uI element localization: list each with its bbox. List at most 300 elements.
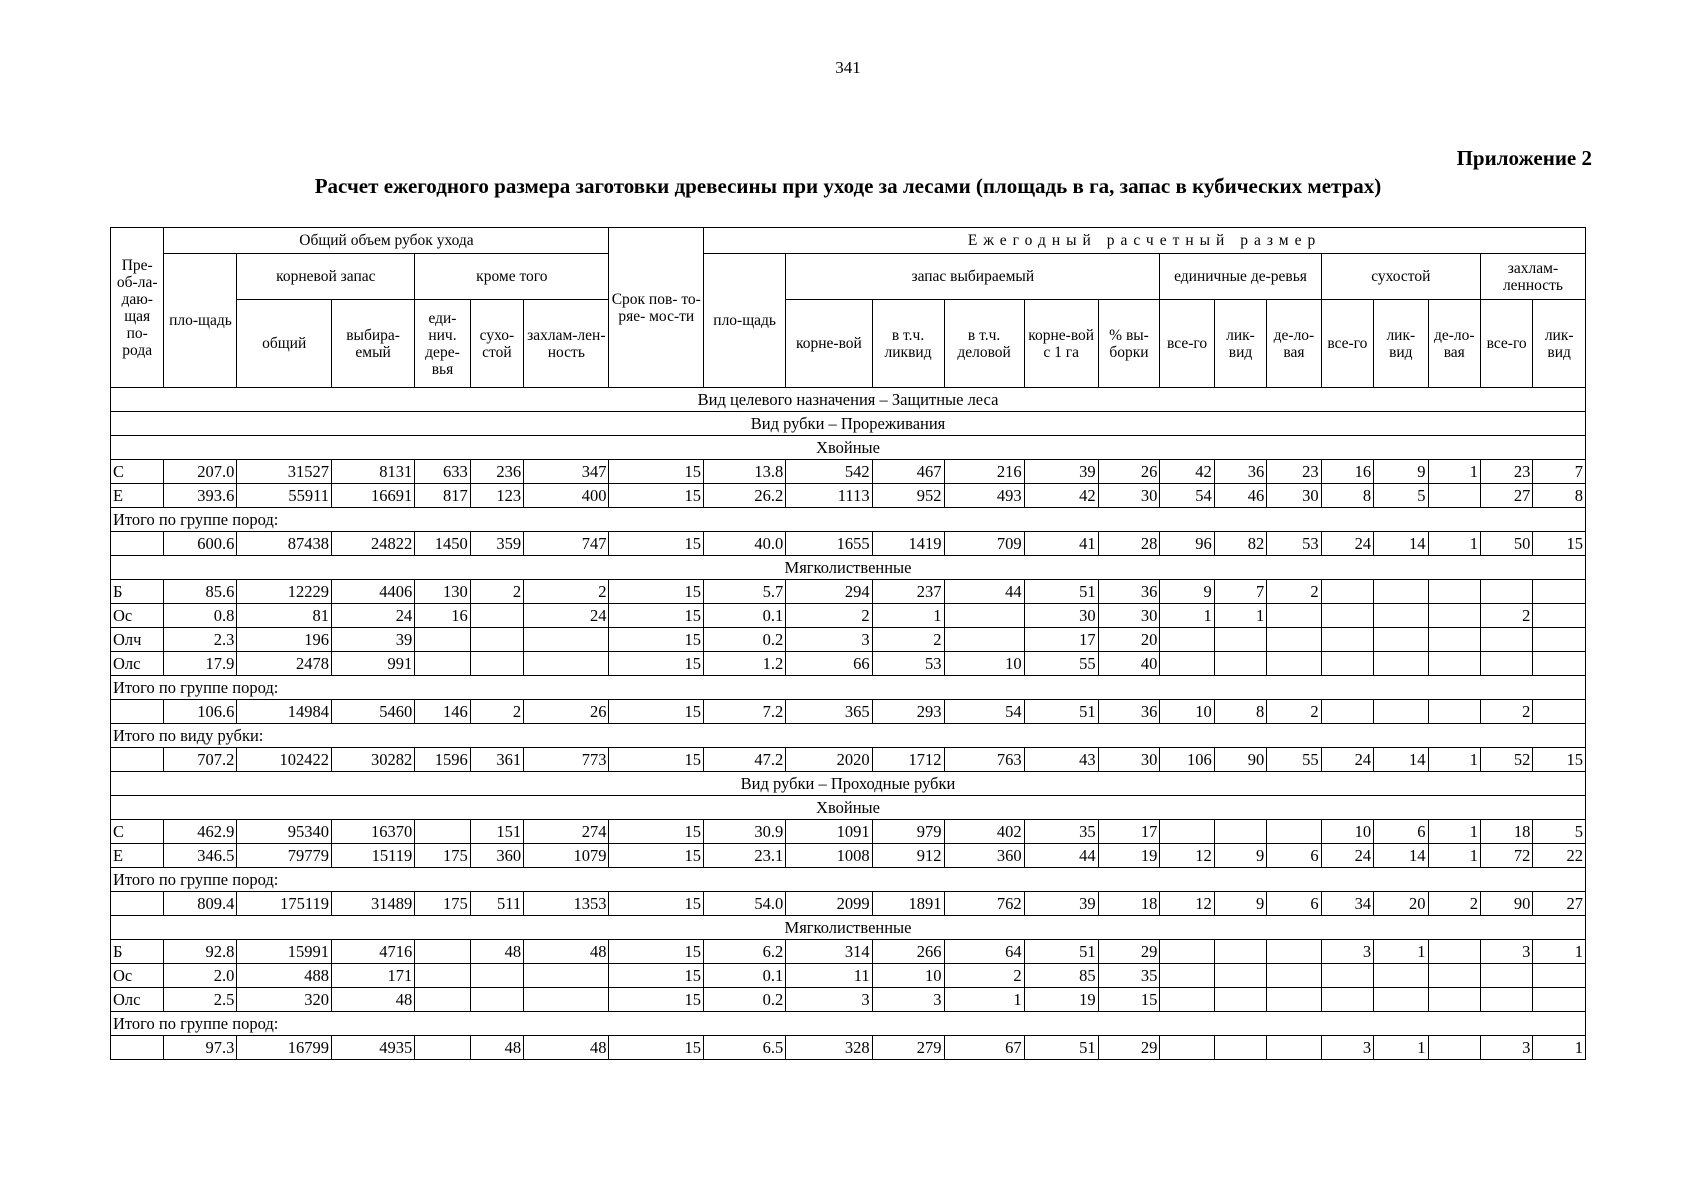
value-cell: 237 <box>872 580 944 604</box>
header-root: корне-вой <box>786 300 872 388</box>
value-cell: 54.0 <box>704 892 786 916</box>
value-cell <box>415 652 471 676</box>
value-cell <box>1374 628 1428 652</box>
value-cell <box>1533 580 1586 604</box>
value-cell: 6.2 <box>704 940 786 964</box>
value-cell <box>1428 628 1480 652</box>
value-cell: 30 <box>1267 484 1321 508</box>
header-stock-selected: запас выбираемый <box>786 254 1160 300</box>
table-body <box>111 388 1586 1060</box>
value-cell: 130 <box>415 580 471 604</box>
value-cell: 15 <box>609 988 704 1012</box>
value-cell: 175119 <box>237 892 332 916</box>
value-cell <box>1267 628 1321 652</box>
value-cell: 36 <box>1214 460 1266 484</box>
value-cell <box>1267 964 1321 988</box>
value-cell <box>1160 628 1214 652</box>
header-root-stock: корневой запас <box>237 254 415 300</box>
table-row <box>111 964 1586 988</box>
value-cell: 360 <box>944 844 1024 868</box>
value-cell <box>1480 988 1532 1012</box>
value-cell: 24 <box>524 604 609 628</box>
value-cell: 6 <box>1267 844 1321 868</box>
value-cell: 1008 <box>786 844 872 868</box>
value-cell <box>470 988 523 1012</box>
value-cell: 6.5 <box>704 1036 786 1060</box>
value-cell <box>944 604 1024 628</box>
value-cell: 7 <box>1214 580 1266 604</box>
value-cell <box>1480 652 1532 676</box>
value-cell: 1 <box>1428 460 1480 484</box>
value-cell: 43 <box>1024 748 1098 772</box>
value-cell <box>1214 652 1266 676</box>
value-cell <box>1267 604 1321 628</box>
appendix-label: Приложение 2 <box>1456 146 1592 170</box>
value-cell <box>1214 988 1266 1012</box>
value-cell <box>470 604 523 628</box>
value-cell: 52 <box>1480 748 1532 772</box>
value-cell: 18 <box>1480 820 1532 844</box>
value-cell: 34 <box>1321 892 1373 916</box>
value-cell: 347 <box>524 460 609 484</box>
value-cell: 51 <box>1024 700 1098 724</box>
value-cell: 31527 <box>237 460 332 484</box>
value-cell: 196 <box>237 628 332 652</box>
value-cell <box>470 628 523 652</box>
value-cell: 4935 <box>331 1036 414 1060</box>
value-cell <box>1428 484 1480 508</box>
value-cell <box>1428 604 1480 628</box>
header-single-business: де-ло-вая <box>1267 300 1321 388</box>
value-cell: 0.1 <box>704 964 786 988</box>
value-cell: 9 <box>1160 580 1214 604</box>
species-cell <box>111 1036 164 1060</box>
header-selectable: выбира-емый <box>331 300 414 388</box>
value-cell: 393.6 <box>164 484 237 508</box>
value-cell: 15 <box>609 532 704 556</box>
value-cell <box>1374 964 1428 988</box>
value-cell: 16 <box>1321 460 1373 484</box>
value-cell: 1 <box>1533 940 1586 964</box>
value-cell: 171 <box>331 964 414 988</box>
group-total-label-row <box>111 724 1586 748</box>
value-cell: 106 <box>1160 748 1214 772</box>
value-cell: 15 <box>609 820 704 844</box>
value-cell: 773 <box>524 748 609 772</box>
section-heading: Вид рубки – Прореживания <box>111 412 1586 436</box>
section-heading: Вид рубки – Проходные рубки <box>111 772 1586 796</box>
value-cell: 23 <box>1267 460 1321 484</box>
value-cell: 15 <box>609 964 704 988</box>
header-deadwood-annual: сухостой <box>1321 254 1480 300</box>
value-cell <box>1533 604 1586 628</box>
value-cell <box>415 1036 471 1060</box>
header-deadwood: сухо-стой <box>470 300 523 388</box>
value-cell: 15 <box>609 628 704 652</box>
value-cell: 488 <box>237 964 332 988</box>
value-cell: 30 <box>1098 484 1160 508</box>
harvest-table <box>110 227 1586 1060</box>
value-cell: 20 <box>1374 892 1428 916</box>
value-cell: 1419 <box>872 532 944 556</box>
value-cell: 314 <box>786 940 872 964</box>
header-pct-selection: % вы-борки <box>1098 300 1160 388</box>
value-cell: 511 <box>470 892 523 916</box>
value-cell: 402 <box>944 820 1024 844</box>
value-cell <box>1321 628 1373 652</box>
value-cell: 817 <box>415 484 471 508</box>
value-cell: 42 <box>1024 484 1098 508</box>
header-clutter-total: все-го <box>1480 300 1532 388</box>
value-cell: 82 <box>1214 532 1266 556</box>
value-cell: 7 <box>1533 460 1586 484</box>
value-cell: 8131 <box>331 460 414 484</box>
value-cell: 1091 <box>786 820 872 844</box>
value-cell <box>524 988 609 1012</box>
value-cell: 30 <box>1098 748 1160 772</box>
value-cell: 8 <box>1214 700 1266 724</box>
value-cell: 54 <box>944 700 1024 724</box>
species-cell: Ос <box>111 604 164 628</box>
value-cell: 266 <box>872 940 944 964</box>
value-cell <box>1321 604 1373 628</box>
value-cell: 15991 <box>237 940 332 964</box>
value-cell <box>1374 700 1428 724</box>
value-cell <box>1267 652 1321 676</box>
value-cell <box>1214 1036 1266 1060</box>
value-cell: 2 <box>1480 604 1532 628</box>
value-cell <box>1214 628 1266 652</box>
value-cell: 2020 <box>786 748 872 772</box>
header-single-liquid: лик-вид <box>1214 300 1266 388</box>
group-total-label: Итого по группе пород: <box>111 508 1586 532</box>
value-cell: 14 <box>1374 844 1428 868</box>
value-cell: 1655 <box>786 532 872 556</box>
value-cell: 1 <box>1428 532 1480 556</box>
value-cell: 30 <box>1098 604 1160 628</box>
value-cell: 30.9 <box>704 820 786 844</box>
value-cell: 2 <box>872 628 944 652</box>
value-cell: 55 <box>1024 652 1098 676</box>
value-cell: 27 <box>1533 892 1586 916</box>
value-cell <box>1533 652 1586 676</box>
species-cell <box>111 700 164 724</box>
value-cell: 542 <box>786 460 872 484</box>
value-cell: 151 <box>470 820 523 844</box>
species-cell <box>111 748 164 772</box>
value-cell <box>1214 820 1266 844</box>
value-cell: 36 <box>1098 580 1160 604</box>
value-cell: 320 <box>237 988 332 1012</box>
value-cell <box>1160 964 1214 988</box>
value-cell: 1 <box>872 604 944 628</box>
value-cell: 26 <box>1098 460 1160 484</box>
value-cell <box>1321 700 1373 724</box>
value-cell <box>1267 820 1321 844</box>
header-general: общий <box>237 300 332 388</box>
value-cell: 79779 <box>237 844 332 868</box>
header-deadwood-total: все-го <box>1321 300 1373 388</box>
value-cell: 2 <box>1428 892 1480 916</box>
value-cell <box>1160 940 1214 964</box>
species-cell: Олс <box>111 652 164 676</box>
value-cell <box>1533 964 1586 988</box>
value-cell: 48 <box>470 1036 523 1060</box>
value-cell <box>1533 628 1586 652</box>
value-cell: 365 <box>786 700 872 724</box>
value-cell: 24 <box>331 604 414 628</box>
value-cell: 19 <box>1024 988 1098 1012</box>
value-cell: 54 <box>1160 484 1214 508</box>
value-cell: 55911 <box>237 484 332 508</box>
value-cell: 15119 <box>331 844 414 868</box>
value-cell: 1353 <box>524 892 609 916</box>
value-cell: 48 <box>524 1036 609 1060</box>
value-cell: 15 <box>1533 748 1586 772</box>
table-row <box>111 652 1586 676</box>
value-cell: 39 <box>1024 892 1098 916</box>
value-cell: 2 <box>786 604 872 628</box>
value-cell: 15 <box>609 940 704 964</box>
value-cell: 106.6 <box>164 700 237 724</box>
value-cell: 97.3 <box>164 1036 237 1060</box>
value-cell <box>1374 604 1428 628</box>
value-cell: 1.2 <box>704 652 786 676</box>
value-cell: 46 <box>1214 484 1266 508</box>
value-cell <box>1428 940 1480 964</box>
value-cell: 207.0 <box>164 460 237 484</box>
section-heading: Хвойные <box>111 436 1586 460</box>
value-cell: 51 <box>1024 940 1098 964</box>
value-cell: 44 <box>944 580 1024 604</box>
value-cell: 2.0 <box>164 964 237 988</box>
value-cell: 92.8 <box>164 940 237 964</box>
value-cell: 16 <box>415 604 471 628</box>
value-cell: 10 <box>872 964 944 988</box>
group-total-label-row <box>111 508 1586 532</box>
value-cell: 2 <box>1267 580 1321 604</box>
value-cell: 12 <box>1160 844 1214 868</box>
value-cell: 12229 <box>237 580 332 604</box>
species-cell <box>111 892 164 916</box>
value-cell: 39 <box>1024 460 1098 484</box>
value-cell: 293 <box>872 700 944 724</box>
value-cell: 35 <box>1098 964 1160 988</box>
value-cell: 2099 <box>786 892 872 916</box>
section-heading: Хвойные <box>111 796 1586 820</box>
value-cell: 9 <box>1214 844 1266 868</box>
value-cell: 41 <box>1024 532 1098 556</box>
value-cell: 30 <box>1024 604 1098 628</box>
section-row <box>111 412 1586 436</box>
value-cell <box>944 628 1024 652</box>
value-cell: 2 <box>470 700 523 724</box>
header-clutter-annual: захлам-ленность <box>1480 254 1585 300</box>
value-cell: 4716 <box>331 940 414 964</box>
value-cell: 7.2 <box>704 700 786 724</box>
species-cell: Б <box>111 580 164 604</box>
value-cell: 9 <box>1214 892 1266 916</box>
value-cell <box>1321 964 1373 988</box>
value-cell: 1079 <box>524 844 609 868</box>
value-cell: 51 <box>1024 580 1098 604</box>
species-cell: Олч <box>111 628 164 652</box>
value-cell <box>470 652 523 676</box>
header-deadwood-business: де-ло-вая <box>1428 300 1480 388</box>
header-area: пло-щадь <box>164 254 237 388</box>
value-cell: 912 <box>872 844 944 868</box>
value-cell: 90 <box>1480 892 1532 916</box>
value-cell: 123 <box>470 484 523 508</box>
value-cell: 2 <box>1267 700 1321 724</box>
group-total-label-row <box>111 1012 1586 1036</box>
value-cell: 10 <box>1160 700 1214 724</box>
value-cell <box>1267 988 1321 1012</box>
value-cell: 66 <box>786 652 872 676</box>
value-cell: 6 <box>1374 820 1428 844</box>
species-cell: Олс <box>111 988 164 1012</box>
header-single-trees-annual: единичные де-ревья <box>1160 254 1321 300</box>
value-cell <box>1214 940 1266 964</box>
value-cell: 16691 <box>331 484 414 508</box>
value-cell: 0.8 <box>164 604 237 628</box>
value-cell: 29 <box>1098 1036 1160 1060</box>
group-total-label-row <box>111 868 1586 892</box>
value-cell <box>1428 652 1480 676</box>
value-cell <box>1428 580 1480 604</box>
value-cell: 85.6 <box>164 580 237 604</box>
table-row <box>111 604 1586 628</box>
value-cell: 48 <box>524 940 609 964</box>
header-clutter-liquid: лик-вид <box>1533 300 1586 388</box>
value-cell: 102422 <box>237 748 332 772</box>
value-cell: 15 <box>609 700 704 724</box>
section-heading: Мягколиственные <box>111 556 1586 580</box>
value-cell <box>1321 580 1373 604</box>
value-cell: 26 <box>524 700 609 724</box>
value-cell <box>1267 940 1321 964</box>
value-cell: 17.9 <box>164 652 237 676</box>
value-cell: 96 <box>1160 532 1214 556</box>
value-cell: 15 <box>609 892 704 916</box>
value-cell: 51 <box>1024 1036 1098 1060</box>
header-deadwood-liquid: лик-вид <box>1374 300 1428 388</box>
value-cell: 1 <box>1428 844 1480 868</box>
value-cell: 16799 <box>237 1036 332 1060</box>
value-cell: 27 <box>1480 484 1532 508</box>
value-cell: 1 <box>1214 604 1266 628</box>
value-cell: 67 <box>944 1036 1024 1060</box>
value-cell: 15 <box>1098 988 1160 1012</box>
value-cell <box>1428 700 1480 724</box>
value-cell: 5 <box>1533 820 1586 844</box>
value-cell: 747 <box>524 532 609 556</box>
header-area-annual: пло-щадь <box>704 254 786 388</box>
value-cell: 15 <box>609 844 704 868</box>
species-cell: Ос <box>111 964 164 988</box>
value-cell: 3 <box>1480 1036 1532 1060</box>
group-total-label: Итого по группе пород: <box>111 868 1586 892</box>
value-cell <box>1428 1036 1480 1060</box>
value-cell: 763 <box>944 748 1024 772</box>
header-single-trees: еди-нич. дере-вья <box>415 300 471 388</box>
value-cell: 53 <box>872 652 944 676</box>
value-cell <box>415 940 471 964</box>
value-cell <box>1214 964 1266 988</box>
value-cell: 42 <box>1160 460 1214 484</box>
value-cell: 72 <box>1480 844 1532 868</box>
value-cell: 216 <box>944 460 1024 484</box>
header-root-per-ha: корне-вой с 1 га <box>1024 300 1098 388</box>
document-title: Расчет ежегодного размера заготовки древесины при уходе за лесами (площадь в га, запас в кубических метрах) <box>314 174 1382 198</box>
table-row <box>111 892 1586 916</box>
value-cell: 24 <box>1321 844 1373 868</box>
value-cell: 13.8 <box>704 460 786 484</box>
value-cell <box>1533 988 1586 1012</box>
value-cell: 279 <box>872 1036 944 1060</box>
table-row <box>111 940 1586 964</box>
value-cell: 16370 <box>331 820 414 844</box>
value-cell <box>524 628 609 652</box>
value-cell: 26.2 <box>704 484 786 508</box>
value-cell: 15 <box>609 580 704 604</box>
value-cell: 22 <box>1533 844 1586 868</box>
value-cell: 328 <box>786 1036 872 1060</box>
value-cell: 600.6 <box>164 532 237 556</box>
species-cell: Б <box>111 940 164 964</box>
value-cell: 64 <box>944 940 1024 964</box>
value-cell: 28 <box>1098 532 1160 556</box>
value-cell: 87438 <box>237 532 332 556</box>
header-total-volume: Общий объем рубок ухода <box>164 228 609 254</box>
value-cell: 14 <box>1374 748 1428 772</box>
table-row <box>111 532 1586 556</box>
value-cell: 1 <box>944 988 1024 1012</box>
table-row <box>111 628 1586 652</box>
value-cell <box>1160 1036 1214 1060</box>
value-cell: 8 <box>1533 484 1586 508</box>
value-cell <box>1267 1036 1321 1060</box>
value-cell <box>1374 652 1428 676</box>
species-cell: Е <box>111 484 164 508</box>
value-cell: 53 <box>1267 532 1321 556</box>
table-row <box>111 460 1586 484</box>
value-cell: 17 <box>1024 628 1098 652</box>
value-cell <box>1480 964 1532 988</box>
value-cell: 346.5 <box>164 844 237 868</box>
value-cell: 274 <box>524 820 609 844</box>
value-cell: 15 <box>609 460 704 484</box>
value-cell: 175 <box>415 892 471 916</box>
value-cell <box>1374 988 1428 1012</box>
value-cell: 50 <box>1480 532 1532 556</box>
value-cell: 1 <box>1428 820 1480 844</box>
value-cell <box>415 964 471 988</box>
value-cell: 175 <box>415 844 471 868</box>
value-cell: 2 <box>470 580 523 604</box>
value-cell <box>1321 652 1373 676</box>
value-cell: 24 <box>1321 532 1373 556</box>
header-species: Пре-об-ла-даю-щая по-рода <box>111 228 164 388</box>
value-cell <box>1160 820 1214 844</box>
value-cell <box>524 652 609 676</box>
value-cell: 979 <box>872 820 944 844</box>
value-cell <box>1160 988 1214 1012</box>
table-row <box>111 700 1586 724</box>
value-cell: 1 <box>1533 1036 1586 1060</box>
species-cell: Е <box>111 844 164 868</box>
species-cell <box>111 532 164 556</box>
